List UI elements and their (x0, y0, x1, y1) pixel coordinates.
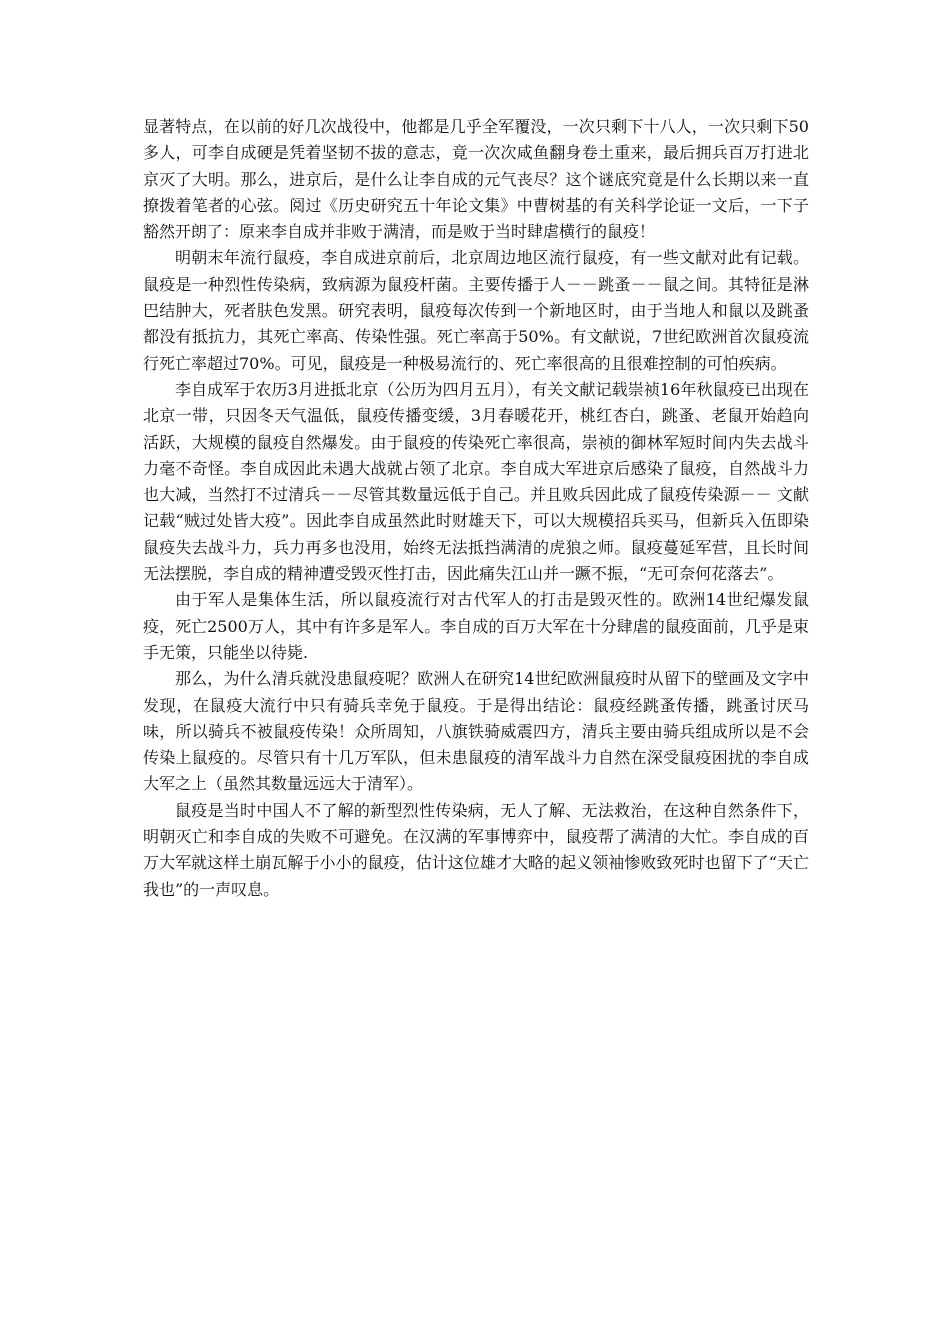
paragraph-1: 显著特点，在以前的好几次战役中，他都是几乎全军覆没，一次只剩下十八人，一次只剩下50多人，可李自成硬是凭着坚韧不拔的意志，竟一次次咸鱼翻身卷土重来，最后拥兵百万打进北京灭了大明。那么，进京后，是什么让李自成的元气丧尽？这个谜底究竟是什么长期以来一直撩拨着笔者的心弦。阅过《历史研究五十年论文集》中曹树基的有关科学论证一文后，一下子豁然开朗了：原来李自成并非败于满清，而是败于当时肆虐横行的鼠疫！ (143, 117, 809, 242)
paragraph-5: 那么，为什么清兵就没患鼠疫呢？欧洲人在研究14世纪欧洲鼠疫时从留下的壁画及文字中发现，在鼠疫大流行中只有骑兵幸免于鼠疫。于是得出结论：鼠疫经跳蚤传播，跳蚤讨厌马味，所以骑兵不被鼠疫传染！众所周知，八旗铁骑威震四方，清兵主要由骑兵组成所以是不会传染上鼠疫的。尽管只有十几万军队，但未患鼠疫的清军战斗力自然在深受鼠疫困扰的李自成大军之上（虽然其数量远远大于清军）。 (143, 669, 809, 794)
paragraph-3: 李自成军于农历3月进抵北京（公历为四月五月），有关文献记载崇祯16年秋鼠疫已出现在北京一带，只因冬天气温低，鼠疫传播变缓，3月春暖花开，桃红杏白，跳蚤、老鼠开始趋向活跃，大规模的鼠疫自然爆发。由于鼠疫的传染死亡率很高，崇祯的御林军短时间内失去战斗力毫不奇怪。李自成因此未遇大战就占领了北京。李自成大军进京后感染了鼠疫，自然战斗力也大减，当然打不过清兵－－尽管其数量远低于自己。并且败兵因此成了鼠疫传染源－－ 文献记载“贼过处皆大疫”。因此李自成虽然此时财雄天下，可以大规模招兵买马，但新兵入伍即染鼠疫失去战斗力，兵力再多也没用，始终无法抵挡满清的虎狼之师。鼠疫蔓延军营，且长时间无法摆脱，李自成的精神遭受毁灭性打击，因此痛失江山并一蹶不振，“无可奈何花落去”。 (143, 379, 809, 584)
article-body (143, 114, 809, 903)
paragraph-2: 明朝末年流行鼠疫，李自成进京前后，北京周边地区流行鼠疫，有一些文献对此有记载。鼠疫是一种烈性传染病，致病源为鼠疫杆菌。主要传播于人－－跳蚤－－鼠之间。其特征是淋巴结肿大，死者肤色发黑。研究表明，鼠疫每次传到一个新地区时，由于当地人和鼠以及跳蚤都没有抵抗力，其死亡率高、传染性强。死亡率高于50%。有文献说，7世纪欧洲首次鼠疫流行死亡率超过70%。可见，鼠疫是一种极易流行的、死亡率很高的且很难控制的可怕疾病。 (143, 248, 809, 373)
paragraph-4: 由于军人是集体生活，所以鼠疫流行对古代军人的打击是毁灭性的。欧洲14世纪爆发鼠疫，死亡2500万人，其中有许多是军人。李自成的百万大军在十分肆虐的鼠疫面前，几乎是束手无策，只能坐以待毙. (143, 590, 809, 662)
paragraph-6: 鼠疫是当时中国人不了解的新型烈性传染病，无人了解、无法救治，在这种自然条件下，明朝灭亡和李自成的失败不可避免。在汉满的军事博弈中，鼠疫帮了满清的大忙。李自成的百万大军就这样土崩瓦解于小小的鼠疫，估计这位雄才大略的起义领袖惨败致死时也留下了“天亡我也”的一声叹息。 (143, 800, 809, 899)
